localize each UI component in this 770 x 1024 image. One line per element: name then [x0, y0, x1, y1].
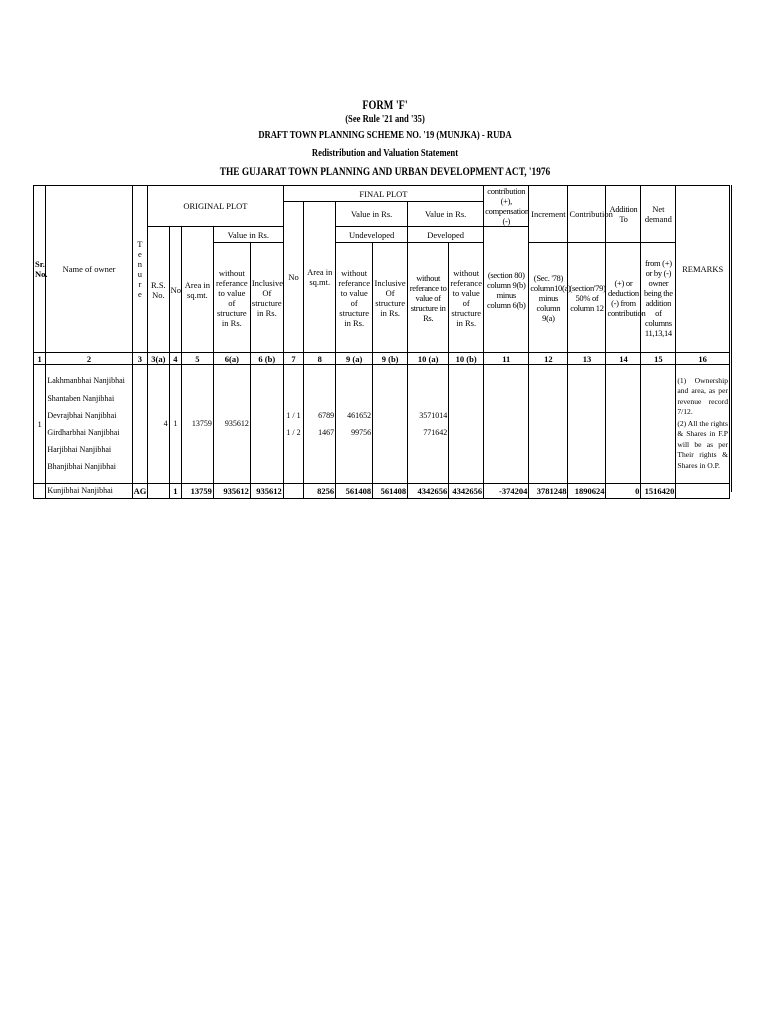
statement-subtitle: Redistribution and Valuation Statement: [311, 147, 459, 159]
owner-name: Lakhmanbhai Nanjibhai: [47, 376, 125, 386]
col-num: 15: [641, 353, 676, 365]
total-contribution: 1890624: [568, 484, 606, 499]
total-ud-without: 561408: [336, 484, 373, 499]
col-head-addition-detail: (+) or deduction (-) from contribution: [606, 243, 641, 353]
col-num: 13: [568, 353, 606, 365]
col-head-original-plot: ORIGINAL PLOT: [148, 186, 284, 227]
total-remarks: [676, 484, 730, 499]
entry-d-without: 3571014 771642: [408, 365, 449, 484]
owner-name: Girdharbhai Nanjibhai: [47, 428, 120, 437]
col-head-fp-no: No: [283, 202, 304, 353]
entry-op-no: 1: [169, 365, 181, 484]
col-head-op-without: without referance to value of structure in Rs.: [213, 243, 250, 353]
entry-increment: [529, 365, 568, 484]
entry-op-value-without: 935612: [213, 365, 250, 484]
col-num: 12: [529, 353, 568, 365]
col-num: 9 (a): [336, 353, 373, 365]
entry-sr-no: 1: [34, 365, 46, 484]
entry-rs-no: 4: [148, 365, 170, 484]
total-op-value-without: 935612: [213, 484, 250, 499]
col-head-ud-inclusive: Inclusive Of structure in Rs.: [373, 243, 408, 353]
col-num: 4: [169, 353, 181, 365]
owner-list: [46, 365, 132, 484]
col-num: 1: [34, 353, 46, 365]
col-head-contribution: Contribution: [568, 186, 606, 243]
col-head-fp-value-1: Value in Rs.: [336, 202, 408, 227]
owner-name: Bhanjibhai Nanjibhai: [47, 462, 116, 472]
total-tenure: AG: [132, 484, 147, 499]
col-num: 16: [676, 353, 730, 365]
col-head-contrib-comp-detail: (section 80) column 9(b) minus column 6(b): [484, 227, 529, 353]
entry-d-without-2: [449, 365, 484, 484]
rule-reference: (See Rule '21 and '35): [345, 113, 425, 125]
col-num: 10 (b): [449, 353, 484, 365]
entry-ud-inclusive: [373, 365, 408, 484]
entry-fp-no: 1 / 1 1 / 2: [283, 365, 304, 484]
entry-remarks: (1) Ownership and area, as per revenue record 7/12. (2) All the rights & Shares in F.P will be as per Their rights & Shares in O.P.: [676, 365, 730, 484]
entry-contrib-comp: [484, 365, 529, 484]
col-num: 5: [181, 353, 213, 365]
owner-name: Devrajbhai Nanjibhai: [47, 410, 117, 420]
col-num: 7: [283, 353, 304, 365]
total-op-no: 1: [169, 484, 181, 499]
col-head-owner: Name of owner: [46, 186, 132, 353]
col-head-developed: Developed: [408, 227, 484, 243]
act-title: THE GUJARAT TOWN PLANNING AND URBAN DEVELOPMENT ACT, '1976: [219, 164, 551, 178]
owner-name: Shantaben Nanjibhai: [47, 393, 115, 403]
total-op-area: 13759: [181, 484, 213, 499]
col-head-final-plot: FINAL PLOT: [283, 186, 483, 202]
col-num: 8: [304, 353, 336, 365]
entry-addition: [606, 365, 641, 484]
col-head-net-demand-detail: from (+) or by (-) owner being the addition of columns 11,13,14: [641, 243, 676, 353]
col-head-increment-detail: (Sec. '78) column10(a) minus column 9(a): [529, 243, 568, 353]
scheme-title: DRAFT TOWN PLANNING SCHEME NO. '19 (MUNJKA) - RUDA: [258, 129, 512, 141]
total-op-value-inclusive: 935612: [250, 484, 283, 499]
entry-net-demand: [641, 365, 676, 484]
total-fp-no: [283, 484, 304, 499]
col-head-op-no: No: [169, 227, 181, 353]
form-title: FORM 'F': [362, 97, 408, 112]
owner-name: Kunjibhai Nanjibhai: [46, 484, 132, 499]
total-rs-no: [148, 484, 170, 499]
col-num: 10 (a): [408, 353, 449, 365]
total-increment: 3781248: [529, 484, 568, 499]
col-head-op-area: Area in sq.mt.: [181, 227, 213, 353]
col-num: 6(a): [213, 353, 250, 365]
col-head-sr-no: Sr. No.: [34, 186, 46, 353]
col-head-d-without-2: without referance to value of structure in Rs.: [449, 243, 484, 353]
entry-fp-area: 6789 1467: [304, 365, 336, 484]
total-addition: 0: [606, 484, 641, 499]
col-head-op-inclusive: Inclusive Of structure in Rs.: [250, 243, 283, 353]
col-head-d-without: without referance to value of structure in Rs.: [408, 243, 449, 353]
total-contrib-comp: -374204: [484, 484, 529, 499]
col-head-rs-no: R.S. No.: [148, 227, 170, 353]
col-head-increment: Increment: [529, 186, 568, 243]
col-num: 3: [132, 353, 147, 365]
total-fp-area: 8256: [304, 484, 336, 499]
col-head-contrib-comp: contribution (+), compensation (-): [485, 186, 529, 226]
col-head-net-demand: Net demand: [641, 186, 676, 243]
entry-tenure: [132, 365, 147, 484]
totals-row: [34, 484, 730, 499]
col-num: 2: [46, 353, 132, 365]
col-num: 14: [606, 353, 641, 365]
col-num: 6 (b): [250, 353, 283, 365]
total-sr: [34, 484, 46, 499]
col-head-tenure: T e n u r e: [132, 186, 147, 353]
entry-ud-without: 461652 99756: [336, 365, 373, 484]
col-num: 11: [484, 353, 529, 365]
entry-contribution: [568, 365, 606, 484]
col-head-op-value: Value in Rs.: [213, 227, 283, 243]
entry-op-value-inclusive: [250, 365, 283, 484]
owner-name: Harjibhai Nanjibhai: [47, 445, 112, 455]
col-head-ud-without: without referance to value of structure in Rs.: [336, 243, 373, 353]
valuation-table: [33, 185, 730, 499]
col-num: 9 (b): [373, 353, 408, 365]
table-row: [34, 365, 730, 484]
col-head-fp-area: Area in sq.mt.: [304, 202, 336, 353]
total-net-demand: 1516420: [641, 484, 676, 499]
col-head-remarks: REMARKS: [676, 186, 730, 353]
col-head-undeveloped: Undeveloped: [336, 227, 408, 243]
entry-op-area: 13759: [181, 365, 213, 484]
total-d-without-2: 4342656: [449, 484, 484, 499]
col-head-contribution-detail: (section'79) 50% of column 12: [568, 243, 606, 353]
total-ud-inclusive: 561408: [373, 484, 408, 499]
col-num: 3(a): [148, 353, 170, 365]
col-head-addition-to: Addition To: [606, 186, 641, 243]
col-head-fp-value-2: Value in Rs.: [408, 202, 484, 227]
total-d-without: 4342656: [408, 484, 449, 499]
